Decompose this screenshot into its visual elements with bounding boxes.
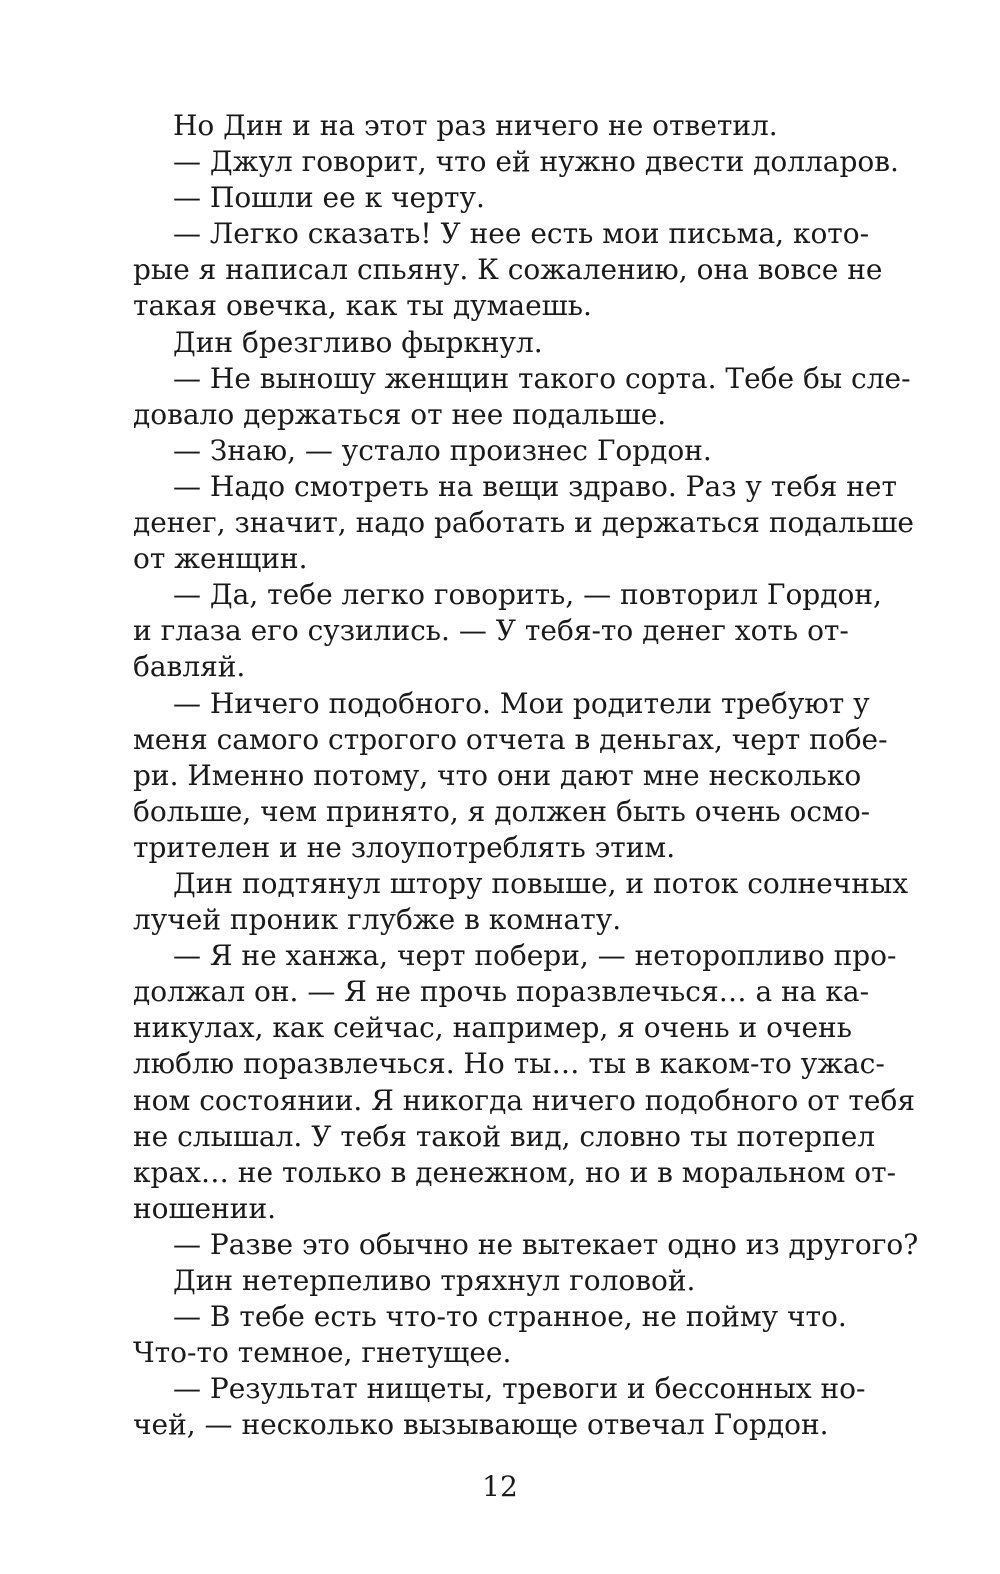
text-line: — Джул говорит, что ей нужно двести долларов. xyxy=(173,145,899,179)
text-line: — Не выношу женщин такого сорта. Тебе бы сле- xyxy=(173,361,911,395)
text-line: — Да, тебе легко говорить, — повторил Гордон, xyxy=(173,578,882,612)
text-line: — Результат нищеты, тревоги и бессонных но- xyxy=(173,1372,866,1406)
text-line: крах… не только в денежном, но и в моральном от- xyxy=(133,1155,897,1189)
text-line: — Пошли ее к черту. xyxy=(173,181,485,215)
text-line: — Знаю, — устало произнес Гордон. xyxy=(173,433,712,467)
body-text xyxy=(133,108,919,1443)
text-line: лучей проник глубже в комнату. xyxy=(133,903,622,937)
text-line: никулах, как сейчас, например, я очень и очень xyxy=(133,1011,852,1045)
text-line: меня самого строгого отчета в деньгах, черт побе- xyxy=(133,722,888,756)
text-line: рые я написал спьяну. К сожалению, она вовсе не xyxy=(133,253,883,287)
text-line: люблю поразвлечься. Но ты… ты в каком-то ужас- xyxy=(133,1047,885,1081)
text-line: больше, чем принято, я должен быть очень осмо- xyxy=(133,794,871,828)
text-line: денег, значит, надо работать и держаться подальше xyxy=(133,506,914,540)
text-line: и глаза его сузились. — У тебя-то денег хоть от- xyxy=(133,614,849,648)
text-line: ри. Именно потому, что они дают мне несколько xyxy=(133,758,862,792)
text-line: Дин брезгливо фыркнул. xyxy=(173,325,543,359)
text-line: — Я не ханжа, черт побери, — неторопливо про- xyxy=(173,939,897,973)
text-line: Дин нетерпеливо тряхнул головой. xyxy=(173,1264,696,1297)
text-line: ном состоянии. Я никогда ничего подобного от тебя xyxy=(133,1083,916,1117)
text-line: довало держаться от нее подальше. xyxy=(133,397,667,431)
text-line: — Легко сказать! У нее есть мои письма, кото- xyxy=(173,217,870,251)
text-line: от женщин. xyxy=(133,542,308,576)
text-line: чей, — несколько вызывающе отвечал Гордон. xyxy=(133,1408,829,1442)
text-line: бавляй. xyxy=(133,650,246,684)
text-line: — Надо смотреть на вещи здраво. Раз у тебя нет xyxy=(173,469,897,503)
text-line: Дин подтянул штору повыше, и поток солнечных xyxy=(173,866,909,900)
text-line: — Разве это обычно не вытекает одно из другого? xyxy=(173,1227,919,1261)
text-line: — В тебе есть что-то странное, не пойму что. xyxy=(173,1300,847,1334)
text-line: Что-то темное, гнетущее. xyxy=(133,1336,512,1370)
page-number: 12 xyxy=(482,1470,518,1503)
text-line: — Ничего подобного. Мои родители требуют у xyxy=(173,686,870,720)
text-line: ношении. xyxy=(133,1191,277,1225)
text-line: должал он. — Я не прочь поразвлечься… а на ка- xyxy=(133,975,870,1009)
text-line: такая овечка, как ты думаешь. xyxy=(133,289,592,323)
text-line: не слышал. У тебя такой вид, словно ты потерпел xyxy=(133,1119,876,1153)
text-line: Но Дин и на этот раз ничего не ответил. xyxy=(173,109,778,142)
text-line: трителен и не злоупотреблять этим. xyxy=(133,830,676,864)
